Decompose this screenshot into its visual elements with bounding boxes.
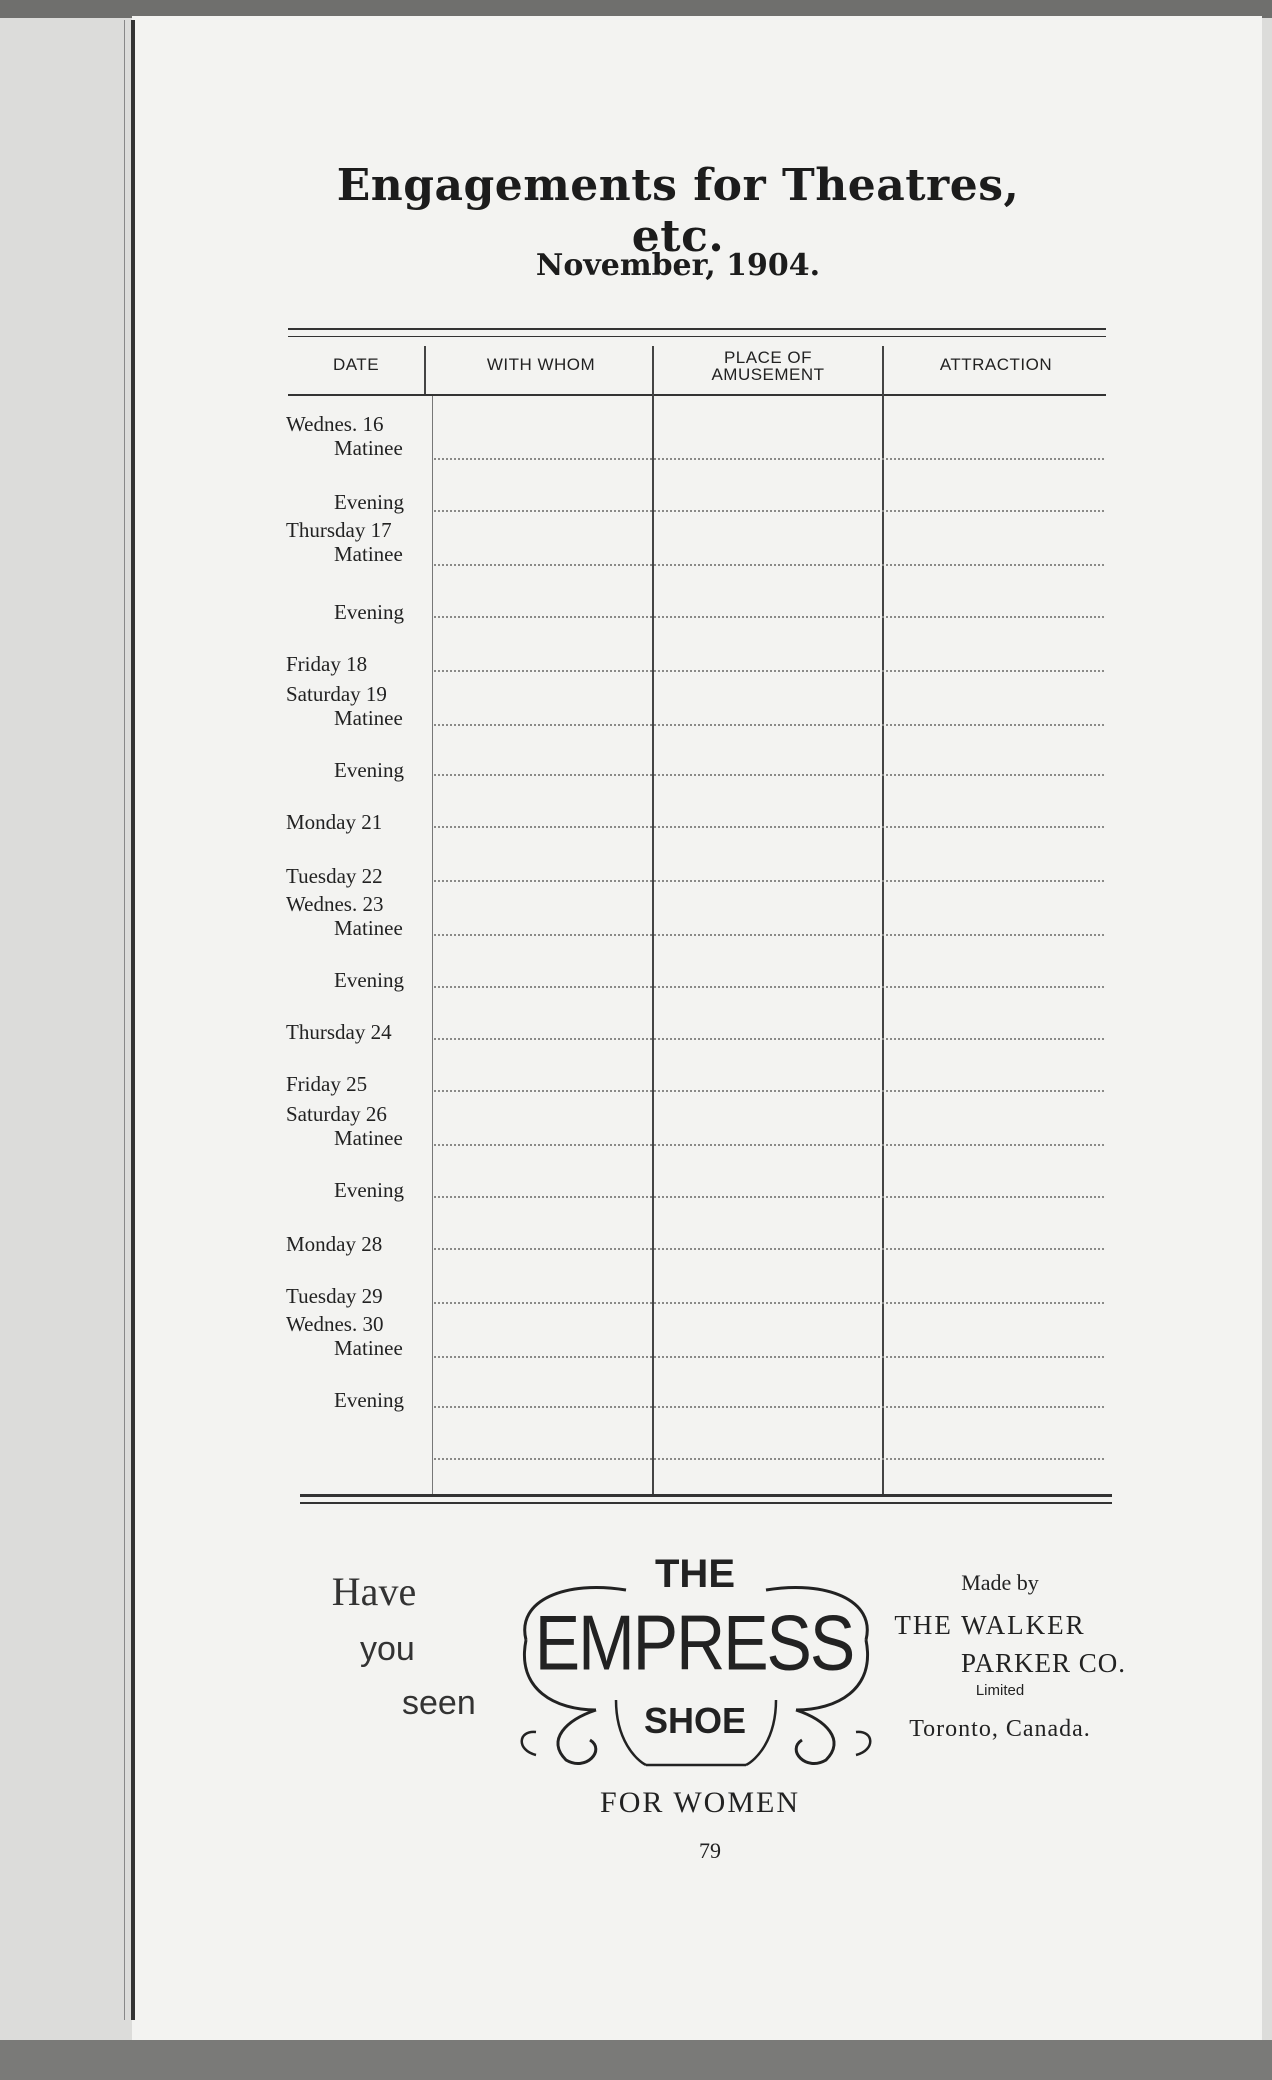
session-label: Matinee [334,436,403,460]
entry-line [434,1196,1104,1198]
ad-logo-shoe: SHOE [643,1700,747,1741]
page-number: 79 [699,1838,721,1863]
table-row [286,758,426,782]
table-row [286,1072,426,1096]
column-divider [882,346,884,1494]
date-label: Wednes. 30 [286,1312,384,1336]
entry-line [434,986,1104,988]
table-bottom-rule [300,1494,1112,1497]
page-subtitle: November, 1904. [535,248,821,283]
session-label: Evening [334,490,404,514]
entry-line [434,1458,1104,1460]
entry-line [434,724,1104,726]
table-row [286,1232,426,1256]
entry-line [434,1356,1104,1358]
ad-company-line2: PARKER CO. [960,1648,1126,1678]
entry-line [434,670,1104,672]
entry-line [434,1144,1104,1146]
table-row [286,810,426,834]
date-label: Monday 28 [286,1232,383,1256]
entry-line [434,826,1104,828]
date-label: Tuesday 29 [286,1284,383,1308]
ad-text-seen: seen [402,1684,476,1722]
date-label: Saturday 19 [286,682,387,706]
table-row [286,600,426,624]
ad-logo-the: THE [655,1552,735,1596]
date-label: Thursday 17 [286,518,392,542]
date-label: Tuesday 22 [286,864,383,888]
binding-fold [131,20,135,2020]
header-underline [288,394,1106,396]
session-label: Evening [334,968,404,992]
column-divider [424,346,426,394]
table-row [286,1102,426,1150]
column-divider [652,346,654,1494]
table-row [286,1284,426,1308]
table-top-rule [288,328,1106,330]
ad-limited: Limited [975,1682,1025,1699]
ad-logo-empress: EMPRESS [534,1599,854,1687]
column-header-date: DATE [332,355,380,374]
entry-line [434,1090,1104,1092]
column-header-place-line1: PLACE OF [723,348,813,367]
session-label: Matinee [334,1336,403,1360]
session-label: Matinee [334,706,403,730]
entry-line [434,458,1104,460]
column-header-attraction: ATTRACTION [939,355,1053,374]
table-row [286,1020,426,1044]
ad-made-by: Made by [961,1570,1039,1595]
table-row [286,490,426,514]
column-header-place-line2: AMUSEMENT [711,365,825,384]
entry-line [434,774,1104,776]
table-row [286,1312,426,1360]
scan-bottom-edge [0,2040,1272,2080]
entry-line [434,564,1104,566]
entry-line [434,1406,1104,1408]
table-row [286,968,426,992]
date-label: Wednes. 16 [286,412,384,436]
table-row [286,864,426,888]
date-label: Friday 25 [286,1072,368,1096]
date-label: Saturday 26 [286,1102,387,1126]
entry-line [434,880,1104,882]
session-label: Matinee [334,542,403,566]
ad-text-you: you [360,1630,415,1668]
entry-line [434,616,1104,618]
binding-edge [124,20,125,2020]
entry-line [434,510,1104,512]
table-top-rule-2 [288,336,1106,337]
session-label: Evening [334,1388,404,1412]
entry-line [434,1248,1104,1250]
ad-for-women: FOR WOMEN [600,1786,800,1819]
table-row [286,412,426,460]
column-divider [432,396,433,1494]
session-label: Matinee [334,1126,403,1150]
session-label: Evening [334,758,404,782]
table-row [286,1178,426,1202]
table-row [286,682,426,730]
ad-company-line1: THE WALKER [894,1610,1086,1640]
table-row [286,652,426,676]
table-row [286,518,426,566]
table-row [286,892,426,940]
ad-location: Toronto, Canada. [909,1716,1091,1742]
entry-line [434,1038,1104,1040]
page-title: Engagements for Theatres, etc. [336,160,1020,262]
table-bottom-rule-2 [300,1502,1112,1504]
date-label: Monday 21 [286,810,383,834]
session-label: Evening [334,600,404,624]
date-label: Wednes. 23 [286,892,384,916]
entry-line [434,934,1104,936]
column-header-with-whom: WITH WHOM [486,355,596,374]
session-label: Evening [334,1178,404,1202]
ad-text-have: Have [331,1569,417,1614]
entry-line [434,1302,1104,1304]
session-label: Matinee [334,916,403,940]
table-row [286,1388,426,1412]
date-label: Friday 18 [286,652,368,676]
date-label: Thursday 24 [286,1020,392,1044]
